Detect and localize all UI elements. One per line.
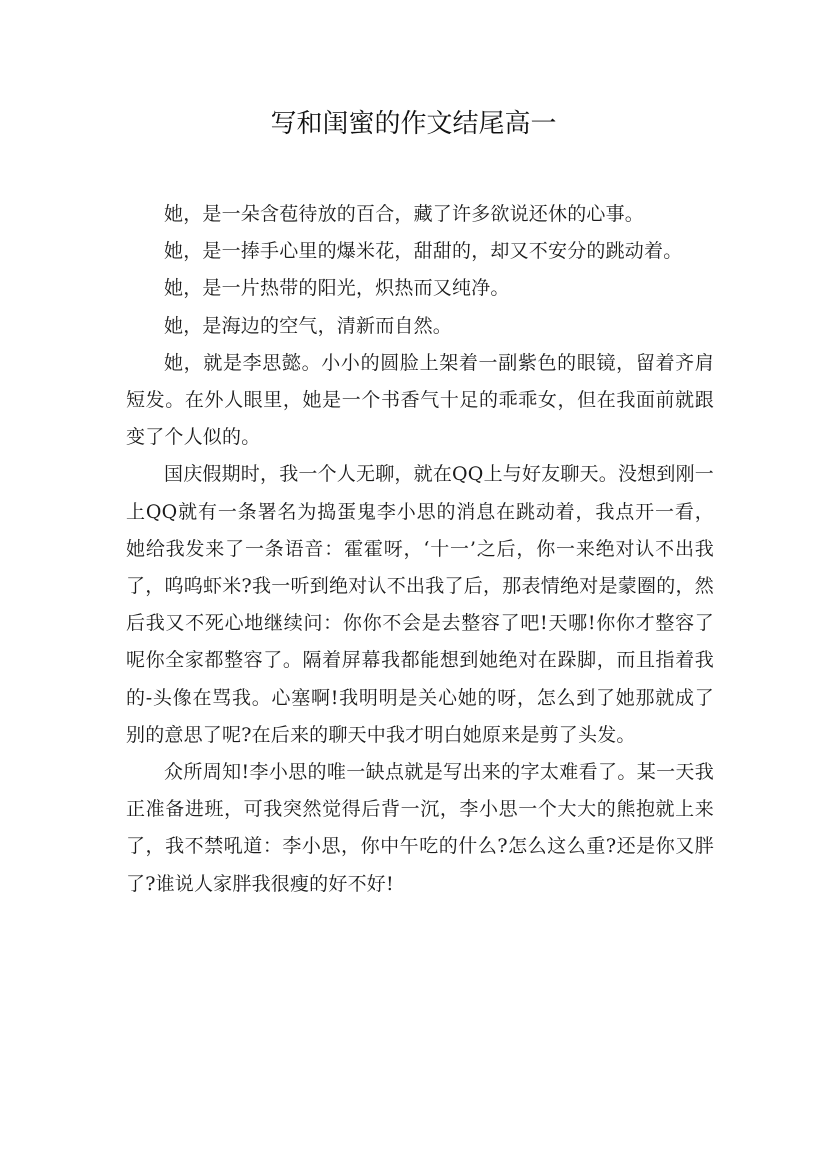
paragraph: 她，是一片热带的阳光，炽热而又纯净。 (164, 277, 510, 300)
paragraph: 她，就是李思懿。小小的圆脸上架着一副紫色的眼镜，留着齐肩短发。在外人眼里，她是一个书香气十足的乖乖女，但在我面前就跟变了个人似的。 (126, 351, 714, 449)
paragraph: 国庆假期时，我一个人无聊，就在QQ上与好友聊天。没想到刚一上QQ就有一条署名为捣蛋鬼李小思的消息在跳动着，我点开一看，她给我发来了一条语音：霍霍呀，‘十一’之后，你一来绝对认不出我了，呜呜虾米?我一听到绝对认不出我了后，那表情绝对是蒙圈的，然后我又不死心地继续问：你你不会是去整容了吧!天哪!你你才整容了呢你全家都整容了。隔着屏幕我都能想到她绝对在跺脚，而且指着我的-头像在骂我。心塞啊!我明明是关心她的呀，怎么到了她那就成了别的意思了呢?在后来的聊天中我才明白她原来是剪了头发。 (126, 463, 714, 746)
paragraph: 她，是一朵含苞待放的百合，藏了许多欲说还休的心事。 (164, 203, 645, 225)
paragraph: 她，是一捧手心里的爆米花，甜甜的，却又不安分的跳动着。 (164, 240, 683, 263)
paragraph: 众所周知!李小思的唯一缺点就是写出来的字太难看了。某一天我正准备进班，可我突然觉得后背一沉，李小思一个大大的熊抱就上来了，我不禁吼道：李小思，你中午吃的什么?怎么这么重?还是你又胖了?谁说人家胖我很瘦的好不好! (126, 761, 714, 895)
document-body (126, 196, 714, 903)
document-title: 写和闺蜜的作文结尾高一 (270, 109, 557, 139)
paragraph: 她，是海边的空气，清新而自然。 (164, 314, 453, 337)
